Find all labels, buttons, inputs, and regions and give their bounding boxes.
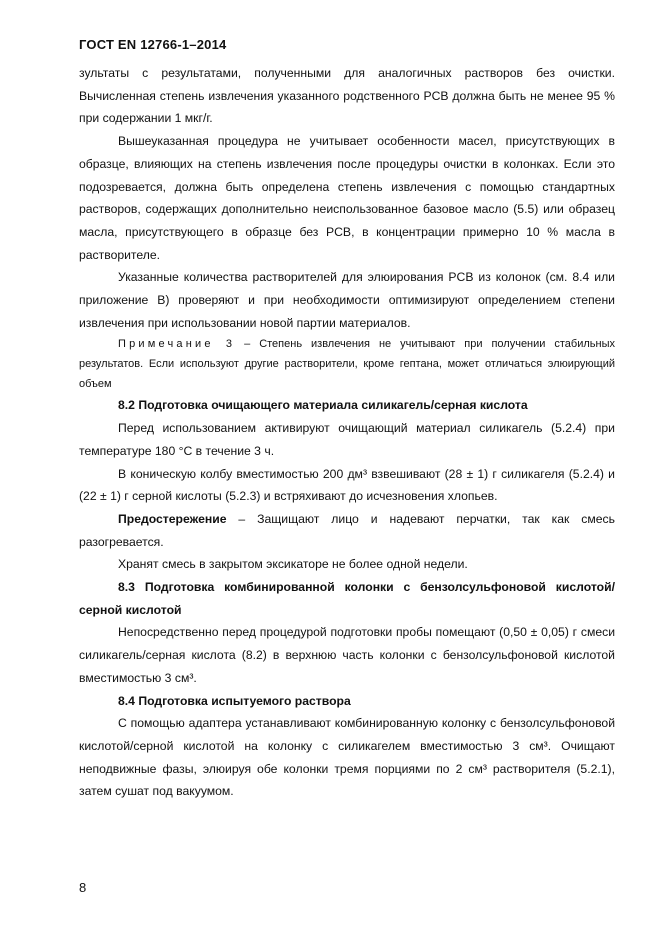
page-number: 8 xyxy=(79,880,87,895)
warning-label: Предостережение xyxy=(118,511,227,526)
section-title: Подготовка испытуемого раствора xyxy=(138,693,351,708)
section-8-4-heading xyxy=(79,690,615,713)
section-title: Подготовка комбинированной колонки с бензолсульфоновой кислотой/серной кислотой xyxy=(79,580,615,617)
paragraph-procedure: Вышеуказанная процедура не учитывает особенности масел, присутствующих в образце, влияющих на степень извлечения после процедуры очистки в колонках. Если это подозревается, должна быть определена степень извлечения с помощью стандартных растворов, содержащих дополнительно неиспользованное базовое масло (5.5) или образец масла, присутствующего в образце без PCB, в концентрации примерно 10 % масла в растворителе. xyxy=(79,134,615,262)
section-number: 8.4 xyxy=(118,693,135,708)
paragraph-activation: Перед использованием активируют очищающий материал силикагель (5.2.4) при температуре 180 °С в течение 3 ч. xyxy=(79,421,615,458)
paragraph-storage: Хранят смесь в закрытом эксикаторе не более одной недели. xyxy=(118,557,468,572)
note-3 xyxy=(79,334,615,394)
section-8-3-heading xyxy=(79,576,615,621)
paragraph-column-prep: Непосредственно перед процедурой подготовки пробы помещают (0,50 ± 0,05) г смеси силикагель/серная кислота (8.2) в верхнюю часть колонки с бензолсульфоновой кислотой вместимостью 3 см³. xyxy=(79,625,615,685)
note-label: Примечание 3 xyxy=(118,338,236,351)
document-body xyxy=(79,62,615,803)
paragraph-weighing: В коническую колбу вместимостью 200 дм³ взвешивают (28 ± 1) г силикагеля (5.2.4) и (22 ± 1) г серной кислоты (5.2.3) и встряхивают до исчезновения хлопьев. xyxy=(79,466,615,504)
warning-text: – Защищают лицо и надевают перчатки, так как смесь разогревается. xyxy=(79,511,615,549)
warning-paragraph xyxy=(79,508,615,553)
section-number: 8.2 xyxy=(118,398,135,413)
paragraph-test-solution: С помощью адаптера устанавливают комбинированную колонку с бензолсульфоновой кислотой/серной кислотой на колонку с силикагелем вместимостью 3 см³. Очищают неподвижные фазы, элюируя обе колонки тремя порциями по 2 см³ растворителя (5.2.1), затем сушат под вакуумом. xyxy=(79,716,615,799)
note-text: – Степень извлечения не учитывают при получении стабильных результатов. Если используют другие растворители, кроме гептана, может отличаться элюирующий объем xyxy=(79,338,615,391)
section-title: Подготовка очищающего материала силикагель/серная кислота xyxy=(138,398,528,413)
section-number: 8.3 xyxy=(118,580,135,595)
standard-header: ГОСТ EN 12766-1–2014 xyxy=(79,37,227,52)
paragraph-solvents: Указанные количества растворителей для элюирования PCB из колонок (см. 8.4 или приложение B) проверяют и при необходимости оптимизируют определением степени извлечения при использовании новой партии материалов. xyxy=(79,270,615,330)
section-8-2-heading xyxy=(79,394,615,417)
paragraph-results: зультаты с результатами, полученными для аналогичных растворов без очистки. Вычисленная степень извлечения указанного родственного PCB должна быть не менее 95 % при содержании 1 мкг/г. xyxy=(79,66,615,126)
